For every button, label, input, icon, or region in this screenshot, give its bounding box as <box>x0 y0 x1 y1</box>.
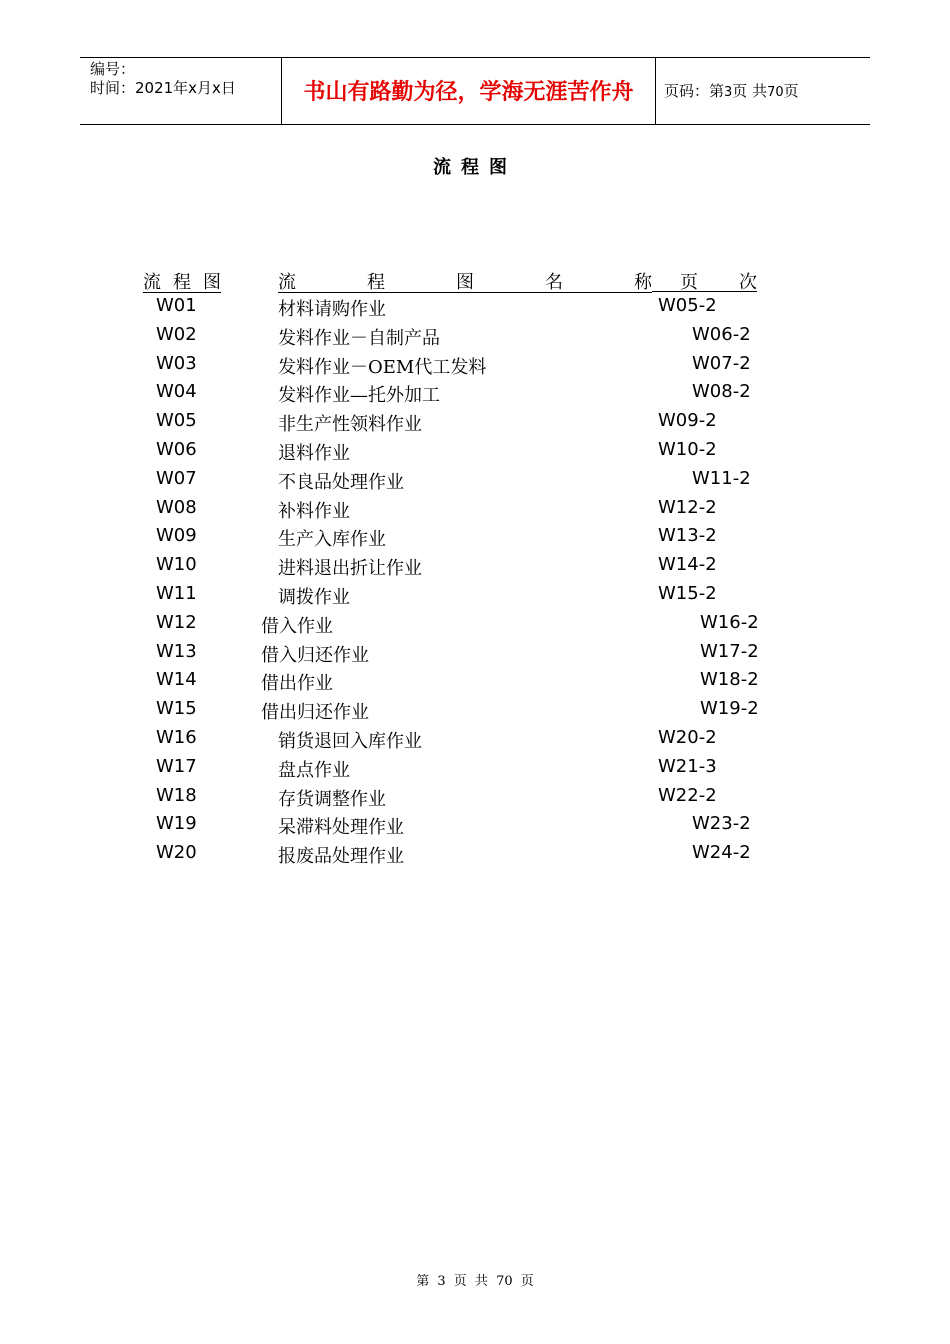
row-code: W10 <box>156 554 197 576</box>
row-page: W17-2 <box>700 640 759 662</box>
list-item <box>0 754 950 783</box>
row-page: W18-2 <box>700 669 759 691</box>
row-name: 借入作业 <box>261 615 333 637</box>
row-code: W11 <box>156 582 197 604</box>
row-code: W03 <box>156 352 197 374</box>
list-item <box>0 466 950 495</box>
row-name: 借入归还作业 <box>261 644 369 666</box>
list-item <box>0 322 950 351</box>
row-code: W09 <box>156 525 197 547</box>
page-prefix: 页码：第 <box>664 82 725 100</box>
row-name: 盘点作业 <box>278 759 350 781</box>
list-item <box>0 495 950 524</box>
footer-prefix: 第 <box>416 1274 430 1289</box>
list-item <box>0 552 950 581</box>
row-code: W14 <box>156 669 197 691</box>
row-code: W18 <box>156 784 197 806</box>
row-page: W20-2 <box>658 726 717 748</box>
row-code: W13 <box>156 640 197 662</box>
list-item <box>0 351 950 380</box>
row-name: 销货退回入库作业 <box>278 730 422 752</box>
row-name: 非生产性领料作业 <box>278 414 422 436</box>
row-page: W19-2 <box>700 698 759 720</box>
list-item <box>0 639 950 668</box>
header-page-info <box>664 80 799 101</box>
row-name: 调拨作业 <box>278 586 350 608</box>
row-page: W16-2 <box>700 611 759 633</box>
row-code: W17 <box>156 755 197 777</box>
row-page: W14-2 <box>658 554 717 576</box>
list-item <box>0 379 950 408</box>
list-item <box>0 840 950 869</box>
row-page: W24-2 <box>692 842 751 864</box>
list-item <box>0 783 950 812</box>
list-item <box>0 811 950 840</box>
page-footer <box>0 1270 950 1289</box>
column-heading-name: 流 程 图 名 称 <box>278 268 652 293</box>
list-item <box>0 293 950 322</box>
list-item <box>0 725 950 754</box>
row-page: W06-2 <box>692 323 751 345</box>
row-page: W12-2 <box>658 496 717 518</box>
list-item <box>0 667 950 696</box>
row-name: 发料作业－OEM代工发料 <box>278 356 487 378</box>
row-code: W08 <box>156 496 197 518</box>
column-heading-code: 流 程 图 <box>143 268 221 293</box>
row-page: W23-2 <box>692 813 751 835</box>
row-name: 生产入库作业 <box>278 529 386 551</box>
row-name: 呆滞料处理作业 <box>278 817 404 839</box>
header-divider-right <box>655 57 656 124</box>
footer-current: 3 <box>437 1274 446 1289</box>
row-page: W07-2 <box>692 352 751 374</box>
page-title: 流程图 <box>433 157 517 178</box>
list-item <box>0 523 950 552</box>
header-meta <box>90 60 236 98</box>
row-code: W02 <box>156 323 197 345</box>
row-code: W19 <box>156 813 197 835</box>
row-page: W22-2 <box>658 784 717 806</box>
row-name: 借出作业 <box>261 673 333 695</box>
row-page: W05-2 <box>658 295 717 316</box>
page-mid: 页 共 <box>732 82 768 100</box>
footer-total: 70 <box>496 1274 513 1289</box>
row-code: W05 <box>156 410 197 432</box>
row-code: W06 <box>156 438 197 460</box>
column-heading-page: 页 次 <box>652 268 757 292</box>
row-page: W09-2 <box>658 410 717 432</box>
row-page: W10-2 <box>658 438 717 460</box>
page-suffix: 页 <box>783 82 799 100</box>
row-name: 存货调整作业 <box>278 788 386 810</box>
row-page: W08-2 <box>692 381 751 403</box>
row-name: 退料作业 <box>278 442 350 464</box>
row-code: W01 <box>156 295 197 316</box>
row-code: W16 <box>156 726 197 748</box>
footer-mid: 页 共 <box>453 1274 488 1289</box>
row-name: 材料请购作业 <box>278 299 386 320</box>
row-code: W15 <box>156 698 197 720</box>
row-name: 发料作业—托外加工 <box>278 385 440 407</box>
header-bottom-rule <box>80 124 870 125</box>
time-label: 时间：2021年x月x日 <box>90 79 236 97</box>
footer-suffix: 页 <box>520 1274 534 1289</box>
row-code: W12 <box>156 611 197 633</box>
list-item <box>0 610 950 639</box>
list-item <box>0 696 950 725</box>
row-name: 发料作业－自制产品 <box>278 327 440 349</box>
row-name: 报废品处理作业 <box>278 846 404 868</box>
row-name: 借出归还作业 <box>261 702 369 724</box>
list-item <box>0 408 950 437</box>
row-name: 进料退出折让作业 <box>278 558 422 580</box>
header-motto: 书山有路勤为径，学海无涯苦作舟 <box>303 79 634 105</box>
row-name: 补料作业 <box>278 500 350 522</box>
row-page: W11-2 <box>692 467 751 489</box>
row-name: 不良品处理作业 <box>278 471 404 493</box>
row-code: W07 <box>156 467 197 489</box>
row-code: W20 <box>156 842 197 864</box>
list-item <box>0 437 950 466</box>
page-current: 3 <box>724 85 733 100</box>
list-item <box>0 581 950 610</box>
row-code: W04 <box>156 381 197 403</box>
row-page: W21-3 <box>658 755 717 777</box>
row-page: W13-2 <box>658 525 717 547</box>
row-page: W15-2 <box>658 582 717 604</box>
serial-label: 编号： <box>90 60 136 78</box>
page-total: 70 <box>767 85 784 100</box>
flowchart-list <box>0 293 950 869</box>
